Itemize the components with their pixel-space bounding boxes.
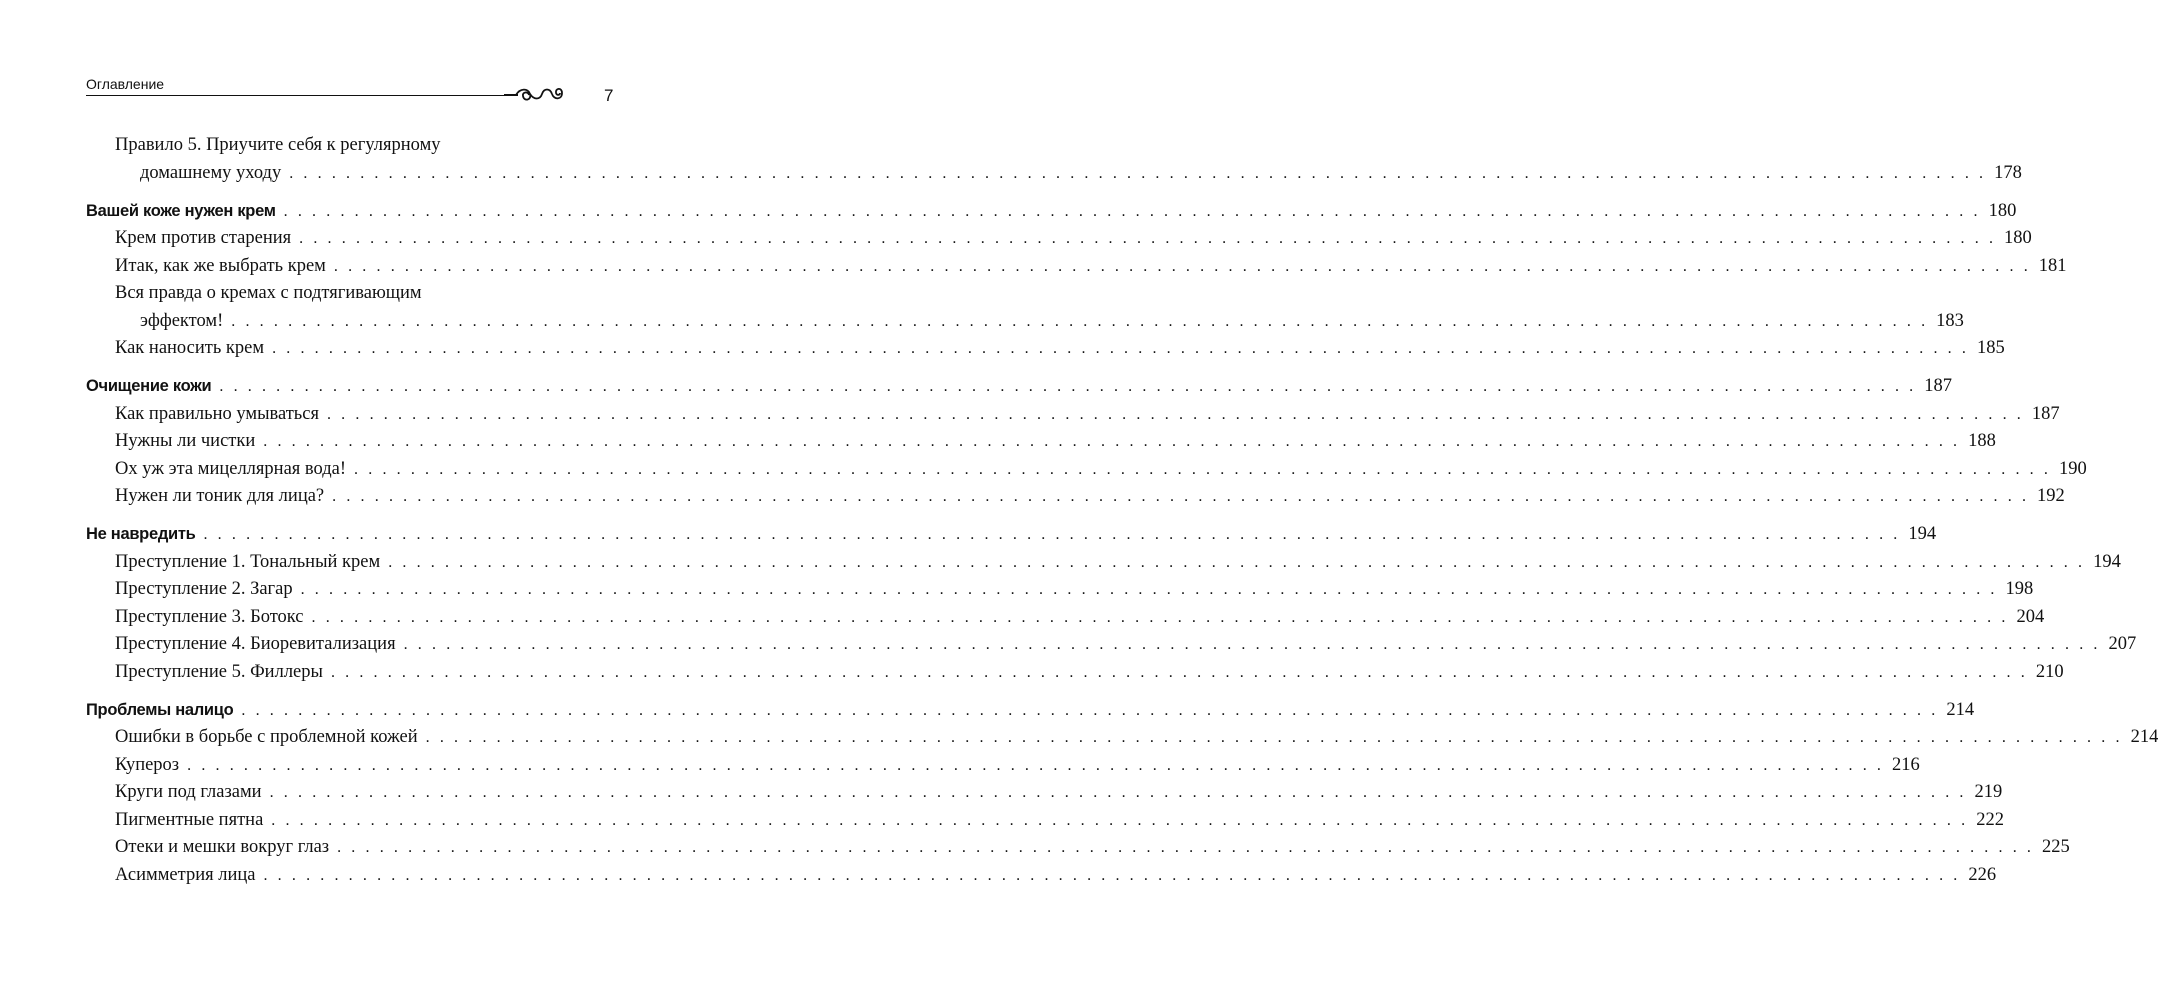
toc-page-number: 216 <box>1892 754 1920 775</box>
dot-leader: . . . . . . . . . . . . . . . . . . . . . . . . . . . . . . . . . . . . . . . . . . . . . . . . . . . . . . . . . . . . . . . . . . . . . . . . . . . . . . . . . . . . . . . . . . . . . . . . . . . . . . . . . . . . . . . . . . . . . . . . <box>231 312 1929 330</box>
toc-entry-title: Проблемы налицо <box>86 700 234 719</box>
toc-entry-title: Круги под глазами <box>115 782 262 802</box>
toc-page-number: 226 <box>1968 864 1997 885</box>
toc-entry-title: Преступление 3. Ботокс <box>115 606 304 627</box>
toc-line <box>86 862 1997 890</box>
toc-entry-title: Ошибки в борьбе с проблемной кожей <box>115 727 418 747</box>
toc-subsection-entry[interactable] <box>86 752 1920 780</box>
toc-page-number: 207 <box>2108 634 2137 654</box>
toc-entry-title: Вашей коже нужен крем <box>86 201 276 220</box>
toc-line <box>86 308 1964 336</box>
toc-page-number: 204 <box>2016 606 2045 627</box>
dot-leader: . . . . . . . . . . . . . . . . . . . . . . . . . . . . . . . . . . . . . . . . . . . . . . . . . . . . . . . . . . . . . . . . . . . . . . . . . . . . . . . . . . . . . . . . . . . . . . . . . . . . . . . . . . . . . . . . . . . . . . . . <box>272 340 1969 357</box>
toc-line <box>86 132 568 160</box>
toc-line <box>86 779 2003 807</box>
toc-line <box>86 335 2005 363</box>
toc-line <box>86 280 568 308</box>
dot-leader: . . . . . . . . . . . . . . . . . . . . . . . . . . . . . . . . . . . . . . . . . . . . . . . . . . . . . . . . . . . . . . . . . . . . . . . . . . . . . . . . . . . . . . . . . . . . . . . . . . . . . . . . . . . . . . . . . . . . . . . . <box>330 663 2028 681</box>
toc-page-number: 181 <box>2038 255 2067 276</box>
toc-page-number: 183 <box>1936 310 1964 331</box>
toc-line <box>86 456 2087 484</box>
toc-line <box>86 549 2121 577</box>
toc-entry-title: Правило 5. Приучите себя к регулярному <box>115 135 441 155</box>
toc-line <box>86 834 2070 862</box>
toc-subsection-entry[interactable] <box>86 253 2067 281</box>
toc-subsection-entry[interactable] <box>86 779 2003 807</box>
dot-leader: . . . . . . . . . . . . . . . . . . . . . . . . . . . . . . . . . . . . . . . . . . . . . . . . . . . . . . . . . . . . . . . . . . . . . . . . . . . . . . . . . . . . . . . . . . . . . . . . . . . . . . . . . . . . . . . . . . . . . . . . <box>271 811 1969 829</box>
toc-subsection-entry[interactable] <box>86 576 2034 604</box>
toc-subsection-entry[interactable] <box>86 456 2087 484</box>
dot-leader: . . . . . . . . . . . . . . . . . . . . . . . . . . . . . . . . . . . . . . . . . . . . . . . . . . . . . . . . . . . . . . . . . . . . . . . . . . . . . . . . . . . . . . . . . . . . . . . . . . . . . . . . . . . . . . . . . . . . . . . . <box>311 608 2009 626</box>
toc-entry-title: Как наносить крем <box>115 338 265 358</box>
toc-page-number: 178 <box>1994 162 2022 183</box>
toc-section-entry[interactable] <box>86 697 1975 725</box>
toc-section-entry[interactable] <box>86 521 1937 549</box>
toc-line <box>86 576 2034 604</box>
toc-entry-title: Преступление 1. Тональный крем <box>115 551 381 572</box>
toc-entry-title: Пигментные пятна <box>115 809 264 830</box>
toc-subsection-entry[interactable] <box>86 724 2158 752</box>
toc-subsection-entry[interactable] <box>86 549 2121 577</box>
section-gap <box>86 686 568 697</box>
toc-entry-title: Вся правда о кремах с подтягивающим <box>115 283 422 303</box>
toc-line <box>86 724 2158 752</box>
dot-leader: . . . . . . . . . . . . . . . . . . . . . . . . . . . . . . . . . . . . . . . . . . . . . . . . . . . . . . . . . . . . . . . . . . . . . . . . . . . . . . . . . . . . . . . . . . . . . . . . . . . . . . . . . . . . . . . . . . . . . . . . <box>337 839 2034 856</box>
toc-subsection-entry[interactable] <box>86 483 2065 511</box>
dot-leader: . . . . . . . . . . . . . . . . . . . . . . . . . . . . . . . . . . . . . . . . . . . . . . . . . . . . . . . . . . . . . . . . . . . . . . . . . . . . . . . . . . . . . . . . . . . . . . . . . . . . . . . . . . . . . . . . . . . . . . . . <box>289 164 1987 182</box>
toc-subsection-entry[interactable] <box>86 834 2070 862</box>
toc-page-number: 214 <box>1946 699 1975 720</box>
toc-subsection-entry[interactable] <box>86 225 2032 253</box>
toc-line <box>86 225 2032 253</box>
toc-entry-title: Ох уж эта мицеллярная вода! <box>115 458 347 479</box>
dot-leader: . . . . . . . . . . . . . . . . . . . . . . . . . . . . . . . . . . . . . . . . . . . . . . . . . . . . . . . . . . . . . . . . . . . . . . . . . . . . . . . . . . . . . . . . . . . . . . . . . . . . . . . . . . . . . . . . . . . . . . . . <box>203 526 1901 543</box>
dot-leader: . . . . . . . . . . . . . . . . . . . . . . . . . . . . . . . . . . . . . . . . . . . . . . . . . . . . . . . . . . . . . . . . . . . . . . . . . . . . . . . . . . . . . . . . . . . . . . . . . . . . . . . . . . . . . . . . . . . . . . . . <box>354 460 2051 478</box>
toc-line <box>86 659 2064 687</box>
dot-leader: . . . . . . . . . . . . . . . . . . . . . . . . . . . . . . . . . . . . . . . . . . . . . . . . . . . . . . . . . . . . . . . . . . . . . . . . . . . . . . . . . . . . . . . . . . . . . . . . . . . . . . . . . . . . . . . . . . . . . . . . <box>333 257 2031 275</box>
toc-line <box>86 160 2022 188</box>
toc-line <box>86 807 2004 835</box>
toc-page-number: 194 <box>1908 524 1937 544</box>
toc-entry-title: Итак, как же выбрать крем <box>115 255 326 276</box>
toc-subsection-entry[interactable] <box>86 631 2137 659</box>
section-gap <box>86 187 568 198</box>
dot-leader: . . . . . . . . . . . . . . . . . . . . . . . . . . . . . . . . . . . . . . . . . . . . . . . . . . . . . . . . . . . . . . . . . . . . . . . . . . . . . . . . . . . . . . . . . . . . . . . . . . . . . . . . . . . . . . . . . . . . . . . . <box>300 581 1998 598</box>
toc-line <box>86 521 1937 549</box>
toc-page-number: 219 <box>1974 782 2003 802</box>
toc-line <box>86 752 1920 780</box>
dot-leader: . . . . . . . . . . . . . . . . . . . . . . . . . . . . . . . . . . . . . . . . . . . . . . . . . . . . . . . . . . . . . . . . . . . . . . . . . . . . . . . . . . . . . . . . . . . . . . . . . . . . . . . . . . . . . . . . . . . . . . . . <box>283 202 1981 220</box>
toc-section-entry[interactable] <box>86 198 2017 226</box>
toc-entry-title: Асимметрия лица <box>115 864 256 885</box>
toc-page-number: 187 <box>1924 376 1953 396</box>
toc-entry-title: Нужны ли чистки <box>115 431 256 451</box>
toc-subsection-entry[interactable] <box>86 132 2022 187</box>
toc-line <box>86 198 2017 226</box>
page-number: 7 <box>604 86 614 105</box>
dot-leader: . . . . . . . . . . . . . . . . . . . . . . . . . . . . . . . . . . . . . . . . . . . . . . . . . . . . . . . . . . . . . . . . . . . . . . . . . . . . . . . . . . . . . . . . . . . . . . . . . . . . . . . . . . . . . . . . . . . . . . . . <box>425 729 2123 746</box>
toc-line <box>86 604 2045 632</box>
toc-entry-title: Как правильно умываться <box>115 403 319 424</box>
toc-page-number: 180 <box>2004 228 2032 248</box>
flourish-ornament-icon <box>504 82 568 108</box>
toc-line <box>86 483 2065 511</box>
toc-subsection-entry[interactable] <box>86 604 2045 632</box>
toc-page-number: 198 <box>2005 579 2034 599</box>
dot-leader: . . . . . . . . . . . . . . . . . . . . . . . . . . . . . . . . . . . . . . . . . . . . . . . . . . . . . . . . . . . . . . . . . . . . . . . . . . . . . . . . . . . . . . . . . . . . . . . . . . . . . . . . . . . . . . . . . . . . . . . . <box>332 488 2030 505</box>
toc-line <box>86 697 1975 725</box>
toc-line <box>86 401 2060 429</box>
toc-page-number: 190 <box>2058 458 2087 479</box>
dot-leader: . . . . . . . . . . . . . . . . . . . . . . . . . . . . . . . . . . . . . . . . . . . . . . . . . . . . . . . . . . . . . . . . . . . . . . . . . . . . . . . . . . . . . . . . . . . . . . . . . . . . . . . . . . . . . . . . . . . . . . . . <box>241 701 1939 719</box>
page-header <box>86 76 566 100</box>
dot-leader: . . . . . . . . . . . . . . . . . . . . . . . . . . . . . . . . . . . . . . . . . . . . . . . . . . . . . . . . . . . . . . . . . . . . . . . . . . . . . . . . . . . . . . . . . . . . . . . . . . . . . . . . . . . . . . . . . . . . . . . . <box>219 378 1917 395</box>
toc-page-number: 225 <box>2042 837 2070 857</box>
toc-page-number: 194 <box>2093 551 2121 572</box>
toc-entry-title: Преступление 2. Загар <box>115 579 293 599</box>
toc-entry-title: Преступление 5. Филлеры <box>115 661 323 682</box>
toc-page-number: 187 <box>2031 403 2060 424</box>
toc-entry-title: Очищение кожи <box>86 377 212 395</box>
toc-subsection-entry[interactable] <box>86 335 2005 363</box>
toc-entry-title: Крем против старения <box>115 228 292 248</box>
toc-page-number: 192 <box>2037 486 2065 506</box>
dot-leader: . . . . . . . . . . . . . . . . . . . . . . . . . . . . . . . . . . . . . . . . . . . . . . . . . . . . . . . . . . . . . . . . . . . . . . . . . . . . . . . . . . . . . . . . . . . . . . . . . . . . . . . . . . . . . . . . . . . . . . . . <box>263 433 1961 450</box>
toc-line <box>86 631 2137 659</box>
toc-page-number: 180 <box>1988 200 2017 221</box>
toc-subsection-entry[interactable] <box>86 659 2064 687</box>
section-gap <box>86 511 568 522</box>
toc-page-number: 185 <box>1976 338 2005 358</box>
toc-entry-title: Нужен ли тоник для лица? <box>115 486 325 506</box>
toc-section-entry[interactable] <box>86 373 1953 401</box>
dot-leader: . . . . . . . . . . . . . . . . . . . . . . . . . . . . . . . . . . . . . . . . . . . . . . . . . . . . . . . . . . . . . . . . . . . . . . . . . . . . . . . . . . . . . . . . . . . . . . . . . . . . . . . . . . . . . . . . . . . . . . . . <box>326 405 2024 423</box>
toc-page-number: 222 <box>1976 809 2004 830</box>
dot-leader: . . . . . . . . . . . . . . . . . . . . . . . . . . . . . . . . . . . . . . . . . . . . . . . . . . . . . . . . . . . . . . . . . . . . . . . . . . . . . . . . . . . . . . . . . . . . . . . . . . . . . . . . . . . . . . . . . . . . . . . . <box>299 230 1997 247</box>
toc-entry-title: Не навредить <box>86 525 196 543</box>
toc-page-number: 210 <box>2035 661 2064 682</box>
toc-subsection-entry[interactable] <box>86 862 1997 890</box>
dot-leader: . . . . . . . . . . . . . . . . . . . . . . . . . . . . . . . . . . . . . . . . . . . . . . . . . . . . . . . . . . . . . . . . . . . . . . . . . . . . . . . . . . . . . . . . . . . . . . . . . . . . . . . . . . . . . . . . . . . . . . . . <box>263 866 1961 884</box>
toc-subsection-entry[interactable] <box>86 280 1964 335</box>
toc-subsection-entry[interactable] <box>86 807 2004 835</box>
section-gap <box>86 363 568 374</box>
toc-entry-title: Купероз <box>115 754 180 775</box>
toc-line <box>86 373 1953 401</box>
dot-leader: . . . . . . . . . . . . . . . . . . . . . . . . . . . . . . . . . . . . . . . . . . . . . . . . . . . . . . . . . . . . . . . . . . . . . . . . . . . . . . . . . . . . . . . . . . . . . . . . . . . . . . . . . . . . . . . . . . . . . . . . <box>388 553 2086 571</box>
running-title: Оглавление <box>86 76 165 92</box>
toc-entry-title: домашнему уходу <box>140 162 282 183</box>
toc-page-number: 214 <box>2130 727 2158 747</box>
dot-leader: . . . . . . . . . . . . . . . . . . . . . . . . . . . . . . . . . . . . . . . . . . . . . . . . . . . . . . . . . . . . . . . . . . . . . . . . . . . . . . . . . . . . . . . . . . . . . . . . . . . . . . . . . . . . . . . . . . . . . . . . <box>403 636 2101 653</box>
toc-page-number: 188 <box>1968 431 1996 451</box>
table-of-contents <box>86 132 2158 889</box>
toc-line <box>86 253 2067 281</box>
toc-subsection-entry[interactable] <box>86 428 1996 456</box>
toc-entry-title: Преступление 4. Биоревитализация <box>115 634 396 654</box>
toc-entry-title: Отеки и мешки вокруг глаз <box>115 837 330 857</box>
toc-entry-title: эффектом! <box>140 310 224 331</box>
toc-subsection-entry[interactable] <box>86 401 2060 429</box>
header-rule <box>86 95 516 96</box>
toc-line <box>86 428 1996 456</box>
dot-leader: . . . . . . . . . . . . . . . . . . . . . . . . . . . . . . . . . . . . . . . . . . . . . . . . . . . . . . . . . . . . . . . . . . . . . . . . . . . . . . . . . . . . . . . . . . . . . . . . . . . . . . . . . . . . . . . . . . . . . . . . <box>187 756 1885 774</box>
dot-leader: . . . . . . . . . . . . . . . . . . . . . . . . . . . . . . . . . . . . . . . . . . . . . . . . . . . . . . . . . . . . . . . . . . . . . . . . . . . . . . . . . . . . . . . . . . . . . . . . . . . . . . . . . . . . . . . . . . . . . . . . <box>269 784 1967 801</box>
